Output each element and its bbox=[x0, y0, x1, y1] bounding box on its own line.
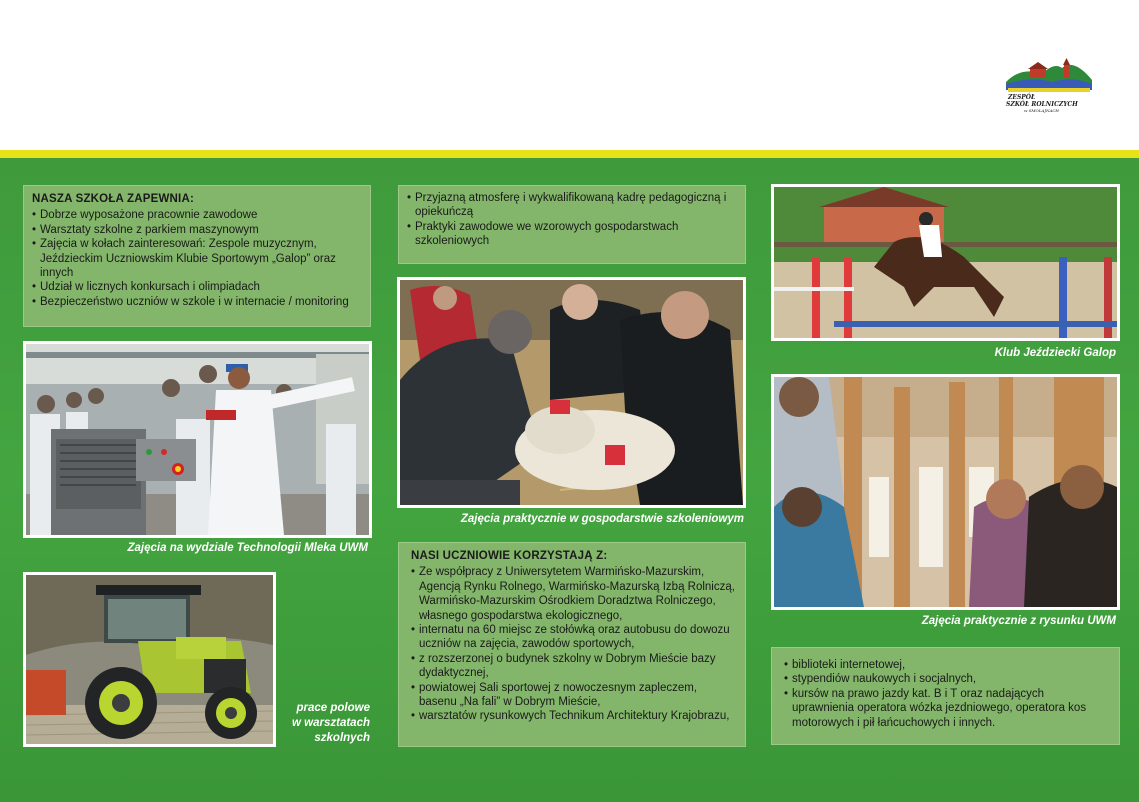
list-item: • internatu na 60 miejsc ze stołówką oraz autobusu do dowozu uczniów na zajęcia, zawodów sportowych, bbox=[411, 623, 737, 652]
tractor-caption-line: szkolnych bbox=[314, 732, 370, 744]
additional-benefits-box bbox=[771, 647, 1120, 745]
tractor-caption bbox=[270, 701, 370, 746]
tractor-caption-line: w warsztatach bbox=[292, 717, 370, 729]
list-item: • biblioteki internetowej, bbox=[784, 658, 1107, 672]
tractor-caption-line: prace polowe bbox=[296, 702, 370, 714]
school-provides-heading: NASZA SZKOŁA ZAPEWNIA: bbox=[32, 193, 194, 205]
list-item: • kursów na prawo jazdy kat. B i T oraz nadających uprawnienia operatora wózka jezdniowego, operatora kos motorowych i pił łańcuchowych i innych. bbox=[784, 687, 1107, 730]
milk-lab-photo bbox=[23, 341, 372, 538]
drawing-class-photo bbox=[771, 374, 1120, 610]
page-header bbox=[0, 0, 1139, 150]
students-benefit-box bbox=[398, 542, 746, 747]
farm-caption: Zajęcia praktycznie w gospodarstwie szkoleniowym bbox=[460, 513, 744, 525]
list-item: • Warsztaty szkolne z parkiem maszynowym bbox=[32, 223, 362, 237]
list-item: • Przyjazną atmosferę i wykwalifikowaną kadrę pedagogiczną i opiekuńczą bbox=[407, 191, 737, 220]
list-item: • Zajęcia w kołach zainteresowań: Zespole muzycznym, Jeździeckim Uczniowskim Klubie Sportowym „Galop” oraz innych bbox=[32, 237, 362, 280]
atmosphere-box bbox=[398, 185, 746, 264]
drawing-class-caption: Zajęcia praktycznie z rysunku UWM bbox=[921, 615, 1116, 627]
list-item: • Dobrze wyposażone pracownie zawodowe bbox=[32, 208, 362, 222]
list-item: • Udział w licznych konkursach i olimpiadach bbox=[32, 280, 362, 294]
list-item: • Praktyki zawodowe we wzorowych gospodarstwach szkoleniowych bbox=[407, 220, 737, 249]
farm-photo bbox=[397, 277, 746, 508]
students-benefit-heading: NASI UCZNIOWIE KORZYSTAJĄ Z: bbox=[411, 550, 608, 562]
horse-club-caption: Klub Jeździecki Galop bbox=[994, 347, 1116, 359]
school-provides-box bbox=[23, 185, 371, 327]
list-item: • Bezpieczeństwo uczniów w szkole i w internacie / monitoring bbox=[32, 295, 362, 309]
yellow-stripe bbox=[0, 150, 1139, 158]
svg-text:ZESPÓŁ: ZESPÓŁ bbox=[1008, 94, 1036, 101]
tractor-photo bbox=[23, 572, 276, 747]
list-item: • Ze współpracy z Uniwersytetem Warmińsko-Mazurskim, Agencją Rynku Rolnego, Warmińsko-Mazurską Izbą Rolniczą, Warmińsko-Mazurskim Ośrodkiem Doradztwa Rolniczego, własnego gospodarstwa ekologicznego, bbox=[411, 565, 737, 623]
svg-text:w SMOLAJNACH: w SMOLAJNACH bbox=[1024, 108, 1059, 113]
list-item: • powiatowej Sali sportowej z nowoczesnym zapleczem, basenu „Na fali” w Dobrym Mieście, bbox=[411, 681, 737, 710]
list-item: • warsztatów rysunkowych Technikum Architektury Krajobrazu, bbox=[411, 709, 737, 723]
horse-jump-photo bbox=[771, 184, 1120, 341]
list-item: • stypendiów naukowych i socjalnych, bbox=[784, 672, 1107, 686]
list-item: • z rozszerzonej o budynek szkolny w Dobrym Mieście bazy dydaktycznej, bbox=[411, 652, 737, 681]
milk-lab-caption: Zajęcia na wydziale Technologii Mleka UWM bbox=[127, 542, 368, 554]
svg-text:SZKÓŁ ROLNICZYCH: SZKÓŁ ROLNICZYCH bbox=[1006, 101, 1078, 108]
school-logo bbox=[1002, 58, 1094, 114]
